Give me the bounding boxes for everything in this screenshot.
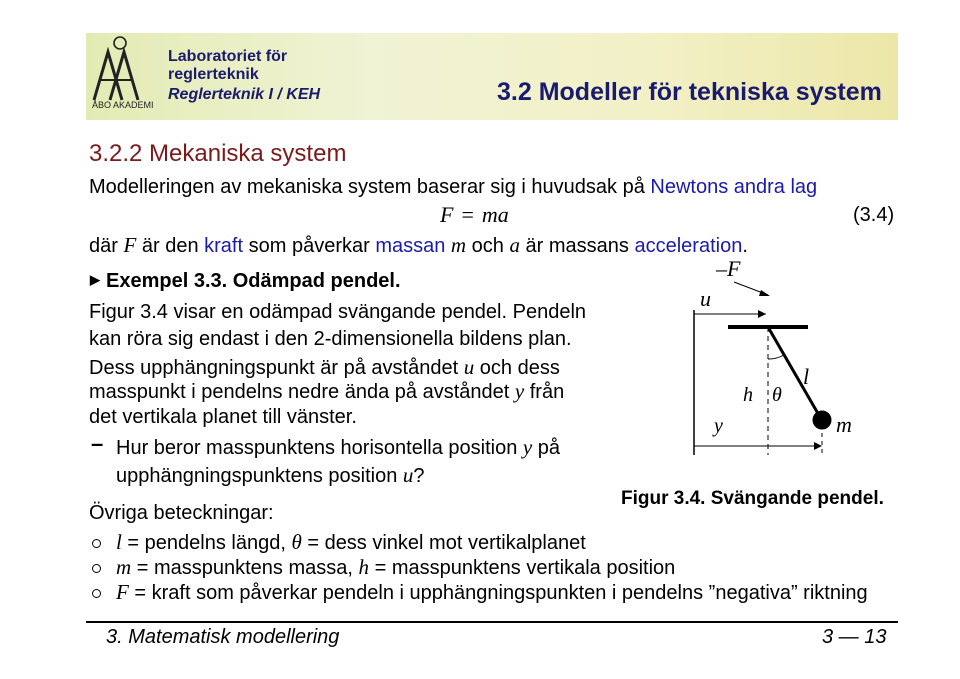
- subsection-heading: 3.2.2 Mekaniska system: [89, 140, 347, 167]
- bullet-icon: [92, 589, 101, 598]
- institution-line2: reglerteknik: [168, 66, 259, 83]
- other-notations-label: Övriga beteckningar:: [89, 502, 274, 524]
- bullet-item: l = pendelns längd, θ = dess vinkel mot vertikalplanet: [116, 530, 586, 554]
- theta-label: θ: [772, 384, 782, 406]
- footer-page-number: 3 — 13: [822, 626, 887, 648]
- u-label: u: [700, 286, 711, 311]
- paragraph-line: Dess upphängningspunkt är på avståndet u och dess: [89, 355, 560, 379]
- bullet-icon: [92, 564, 101, 573]
- course-name: Reglerteknik I / KEH: [168, 86, 321, 103]
- bullet-item: F = kraft som påverkar pendeln i upphängningspunkten i pendelns ”negativa” riktning: [116, 580, 868, 604]
- question-line: upphängningspunktens position u?: [116, 463, 425, 487]
- mass-link[interactable]: massan: [375, 235, 446, 257]
- force-arrowhead-icon: [759, 290, 770, 296]
- question-line: Hur beror masspunktens horisontella position y på: [116, 435, 561, 459]
- acceleration-link[interactable]: acceleration: [634, 235, 743, 257]
- intro-line: Modelleringen av mekaniska system baserar sig i huvudsak på Newtons andra lag: [89, 176, 818, 198]
- paragraph-line: kan röra sig endast i den 2-dimensionella bildens plan.: [89, 328, 572, 350]
- bullet-item: m = masspunktens massa, h = masspunktens vertikala position: [116, 555, 676, 579]
- where-line: där F är den kraft som påverkar massan m och a är massans acceleration.: [89, 233, 748, 257]
- figure-caption: Figur 3.4. Svängande pendel.: [621, 488, 884, 509]
- theta-arc: [768, 355, 784, 359]
- bullet-icon: [92, 539, 101, 548]
- paragraph-line: det vertikala planet till vänster.: [89, 406, 357, 428]
- m-label: m: [836, 412, 852, 437]
- y-arrowhead-icon: [814, 442, 822, 450]
- question-dash: –: [91, 431, 104, 456]
- neg-F-label: –F: [716, 256, 741, 281]
- u-arrowhead-icon: [758, 310, 766, 318]
- institution-line1: Laboratoriet för: [168, 48, 288, 65]
- triangle-bullet-icon: ▶: [90, 272, 100, 287]
- paragraph-line: Figur 3.4 visar en odämpad svängande pendel. Pendeln: [89, 301, 587, 323]
- paragraph-line: masspunkt i pendelns nedre ända på avståndet y från: [89, 379, 565, 403]
- footer-chapter: 3. Matematisk modellering: [106, 626, 340, 648]
- equation-number: (3.4): [853, 204, 895, 226]
- footer-rule: [86, 621, 898, 623]
- example-title: ▶ Exempel 3.3. Odämpad pendel.: [90, 270, 401, 292]
- equation: F = ma: [440, 202, 509, 227]
- h-label: h: [743, 384, 753, 406]
- force-link[interactable]: kraft: [204, 235, 244, 257]
- section-title: 3.2 Modeller för tekniska system: [497, 78, 882, 106]
- y-label: y: [714, 415, 723, 437]
- l-label: l: [803, 364, 810, 389]
- logo-caption: ÅBO AKADEMI: [92, 100, 154, 110]
- newton-law-link[interactable]: Newtons andra lag: [650, 176, 818, 198]
